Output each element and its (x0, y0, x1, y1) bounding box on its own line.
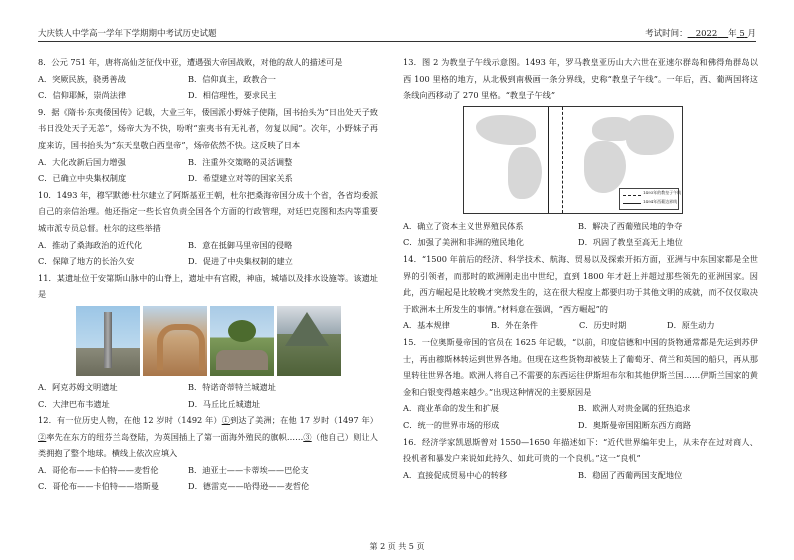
question-9 (38, 104, 378, 187)
right-column (403, 54, 758, 483)
option-d: D．德雷克——哈得逊——麦哲伦 (188, 481, 310, 492)
question-8 (38, 54, 378, 104)
exam-time-label: 考试时间： (645, 29, 688, 39)
option-b: B．注重外交策略的灵活调整 (188, 156, 293, 167)
option-b: B．信仰真主，政教合一 (188, 73, 276, 84)
obelisk-photo (76, 306, 140, 376)
map-legend (619, 188, 682, 210)
stone-arch-photo (143, 306, 207, 376)
question-11 (38, 270, 378, 412)
option-d: D．促进了中央集权制的建立 (188, 256, 293, 267)
option-d: D．奥斯曼帝国阻断东西方商路 (578, 419, 692, 430)
option-a: A．推动了桑海政治的近代化 (38, 239, 143, 250)
option-c: C．统一的世界市场的形成 (403, 419, 500, 430)
option-c: C．已确立中央集权制度 (38, 173, 127, 184)
question-8-options (38, 71, 378, 104)
question-10-options (38, 237, 378, 270)
option-a: A．突厥民族，骁勇善战 (38, 73, 126, 84)
blank-3: ③ (303, 431, 312, 442)
stone-ruins-photo (210, 306, 274, 376)
question-12-stem: 12．有一位历史人物，在他 12 岁时（1492 年）①到达了美洲；在他 17 岁时（1497 年）②率先在东方的纽芬兰岛登陆，为英国插上了第一面海外殖民的旗帜……③（他自己）则让人类拥抱了整个地球。横线上依次应填入 (38, 415, 378, 459)
option-a: A．直接促成贸易中心的转移 (403, 469, 508, 480)
option-b: B．解决了西葡殖民地的争夺 (578, 220, 683, 231)
option-b: B．意在抵御马里帝国的侵略 (188, 239, 293, 250)
question-8-stem: 8．公元 751 年，唐将高仙芝征伐中亚，遭遇强大帝国战败，对他的敌人的描述可是 (38, 57, 343, 67)
site-photos (76, 306, 378, 376)
blank-1: ① (221, 415, 231, 426)
option-a: A．阿克苏姆文明遗址 (38, 381, 118, 392)
left-column (38, 54, 378, 495)
mountain-ruins-photo (277, 306, 341, 376)
option-a: A．确立了资本主义世界殖民体系 (403, 220, 524, 231)
option-b: B．稳固了西葡两国支配地位 (578, 469, 683, 480)
question-14-options (403, 317, 758, 334)
question-15-options (403, 400, 758, 433)
year-unit: 年 (728, 29, 737, 39)
exam-month: 5 (739, 29, 745, 39)
option-c: C．大津巴布韦遗址 (38, 398, 110, 409)
question-10 (38, 187, 378, 270)
option-d: D．希望建立对等的国家关系 (188, 173, 293, 184)
question-11-options (38, 379, 378, 412)
option-c: C．历史时期 (579, 320, 627, 331)
option-d: D．相信理性，要求民主 (188, 90, 277, 101)
option-c: C．保障了地方的长治久安 (38, 256, 135, 267)
question-15 (403, 334, 758, 434)
question-15-stem: 15．一位奥斯曼帝国的官员在 1625 年记载，“以前，印度信德和中国的货物通常都是先运到苏伊士，再由穆斯林转运到世界各地。但现在这些货物却被装上了葡萄牙、荷兰和英国的船只，再从那里转往世界各地。欧洲人将自己不需要的东西运往伊斯坦布尔和其他伊斯兰国……伊斯兰国家的黄金和白银变得越来越少。”出现这种情况的主要原因是 (403, 336, 758, 397)
question-12 (38, 412, 378, 495)
question-11-stem: 11．某遗址位于安第斯山脉中的山脊上，遗址中有宫殿，神庙，城墙以及排水设施等。该遗址是 (38, 272, 378, 300)
legend-1493-line: 1493年的教皇子午线 (643, 189, 682, 195)
question-13-options (403, 218, 758, 251)
question-10-stem: 10．1493 年，穆罕默德·杜尔建立了阿斯基亚王朝，杜尔把桑海帝国分成十个省，各省均委派自己的亲信治理。他还指定一些长官负责全国各个方面的行政管理，对廷巴克图和杰内等重要城市派专员总督。杜尔的这些举措 (38, 189, 378, 233)
question-9-stem: 9．据《隋书·东夷倭国传》记载，大业三年，倭国派小野妹子使隋，国书抬头为“日出处天子致书日没处天子无恙”，炀帝大为不快，吩咐“蛮夷书有无礼者，勿复以闻”。次年，小野妹子再度来访，国书抬头为“东天皇敬白西皇帝”，炀帝依然不快。这反映了日本 (38, 106, 378, 150)
question-13-stem: 13．图 2 为教皇子午线示意图。1493 年，罗马教皇亚历山大六世在亚速尔群岛和佛得角群岛以西 100 里格的地方，从北极到南极画一条分界线，史称“教皇子午线”。一年后，西、葡两国将这条线向西移动了 270 里格。“教皇子午线” (403, 57, 758, 101)
question-16-stem: 16．经济学家凯恩斯曾对 1550—1650 年描述如下：“近代世界编年史上，从未存在过对商人、投机者和暴发户来说如此持久、如此可贵的一个良机。”这一“良机” (403, 436, 758, 464)
option-c: C．信仰耶稣，崇尚法律 (38, 90, 127, 101)
papal-meridian-map (463, 106, 683, 214)
question-13 (403, 54, 758, 251)
page-number: 第 2 页 共 5 页 (369, 542, 425, 551)
option-a: A．哥伦布——卡伯特——麦哲伦 (38, 464, 159, 475)
exam-year: 2022 (695, 29, 718, 39)
option-a: A．商业革命的发生和扩展 (403, 403, 499, 414)
question-14 (403, 251, 758, 334)
question-9-options (38, 154, 378, 187)
question-14-stem: 14．“1500 年前后的经济、科学技术、航海、贸易以及探索开拓方面，亚洲与中东国家都是全世界的引领者，而那时的欧洲刚走出中世纪，直到 1800 年才赶上并超过那些领先的亚洲国家。因此，西方崛起是比较晚才突然发生的，这在很大程度上都要归功于其他文明的成就，而不仅仅取决于欧洲本土所发生的事情。”材料意在强调，“西方崛起”的 (403, 253, 758, 314)
legend-1494-line: 1494年西葡边界线 (643, 198, 678, 204)
option-b: B．欧洲人对贵金属的狂热追求 (578, 403, 691, 414)
page-header (38, 25, 756, 42)
option-d: D．马丘比丘城遗址 (188, 398, 261, 409)
school-exam-title: 大庆铁人中学高一学年下学期期中考试历史试题 (38, 29, 217, 39)
option-c: C．哥伦布——卡伯特——塔斯曼 (38, 481, 159, 492)
month-unit: 月 (747, 29, 756, 39)
question-12-options (38, 462, 378, 495)
option-c: C．加强了美洲和非洲的殖民地化 (403, 237, 524, 248)
option-b: B．迪亚士——卡蒂埃——巴伦支 (188, 464, 309, 475)
option-b: B．外在条件 (491, 320, 538, 331)
option-d: D．原生动力 (667, 320, 715, 331)
option-a: A．基本规律 (403, 320, 450, 331)
option-b: B．特诺奇蒂特兰城遗址 (188, 381, 276, 392)
option-d: D．巩固了教皇至高无上地位 (578, 237, 683, 248)
question-16-options (403, 467, 758, 484)
question-16 (403, 434, 758, 484)
option-a: A．大化改新后国力增强 (38, 156, 126, 167)
blank-2: ② (38, 431, 47, 442)
exam-time (645, 27, 756, 39)
